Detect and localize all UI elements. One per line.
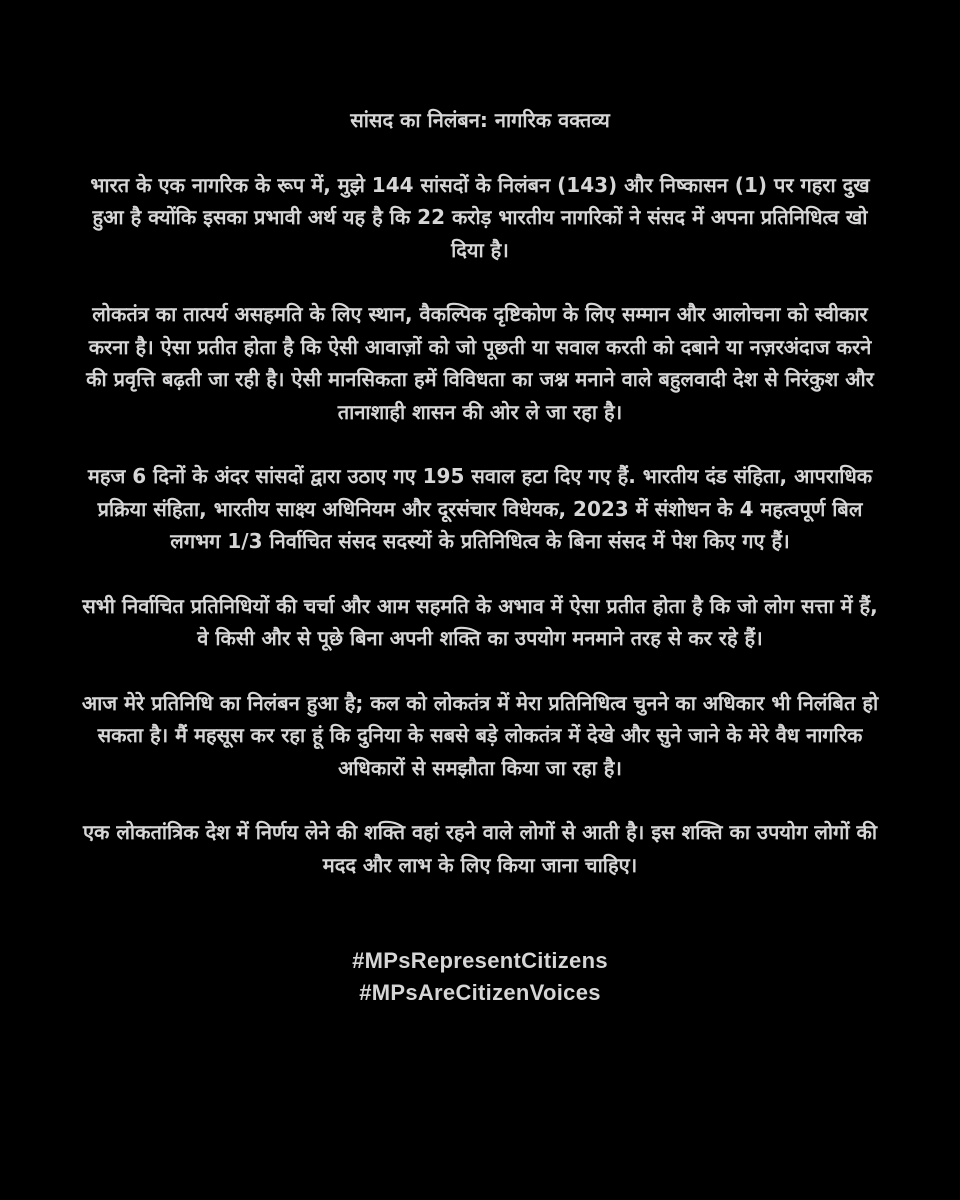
paragraph-suspension-grief: भारत के एक नागरिक के रूप में, मुझे 144 सांसदों के निलंबन (143) और निष्कासन (1) पर गहरा दुख हुआ है क्योंकि इसका प्रभावी अर्थ यह है कि 22 करोड़ भारतीय नागरिकों ने संसद में अपना प्रतिनिधित्व खो दिया है। [90, 172, 870, 262]
paragraph-power-misuse: सभी निर्वाचित प्रतिनिधियों की चर्चा और आम सहमति के अभाव में ऐसा प्रतीत होता है कि जो लोग सत्ता में हैं, वे किसी और से पूछे बिना अपनी शक्ति का उपयोग मनमाने तरह से कर रहे हैं। [82, 593, 878, 650]
hashtag-mps-represent-citizens: #MPsRepresentCitizens [352, 948, 608, 973]
hashtag-block [80, 945, 880, 1009]
hashtag-mps-are-citizen-voices: #MPsAreCitizenVoices [359, 980, 601, 1005]
statement-document [80, 104, 880, 1009]
paragraph-decision-power: एक लोकतांत्रिक देश में निर्णय लेने की शक्ति वहां रहने वाले लोगों से आती है। इस शक्ति का उपयोग लोगों की मदद और लाभ के लिए किया जाना चाहिए। [82, 820, 878, 877]
paragraph-democracy-dissent: लोकतंत्र का तात्पर्य असहमति के लिए स्थान, वैकल्पिक दृष्टिकोण के लिए सम्मान और आलोचना को स्वीकार करना है। ऐसा प्रतीत होता है कि ऐसी आवाज़ों को जो पूछती या सवाल करती को दबाने या नज़रअंदाज करने की प्रवृत्ति बढ़ती जा रही है। ऐसी मानसिकता हमें विविधता का जश्न मनाने वाले बहुलवादी देश से निरंकुश और तानाशाही शासन की ओर ले जा रहा है। [86, 302, 874, 424]
paragraph-rights-compromised: आज मेरे प्रतिनिधि का निलंबन हुआ है; कल को लोकतंत्र में मेरा प्रतिनिधित्व चुनने का अधिकार भी निलंबित हो सकता है। मैं महसूस कर रहा हूं कि दुनिया के सबसे बड़े लोकतंत्र में देखे और सुने जाने के मेरे वैध नागरिक अधिकारों से समझौता किया जा रहा है। [81, 690, 879, 780]
paragraph-questions-removed: महज 6 दिनों के अंदर सांसदों द्वारा उठाए गए 195 सवाल हटा दिए गए हैं. भारतीय दंड संहिता, आपराधिक प्रक्रिया संहिता, भारतीय साक्ष्य अधिनियम और दूरसंचार विधेयक, 2023 में संशोधन के 4 महत्वपूर्ण बिल लगभग 1/3 निर्वाचित संसद सदस्यों के प्रतिनिधित्व के बिना संसद में पेश किए गए हैं। [87, 464, 873, 553]
statement-title: सांसद का निलंबन: नागरिक वक्तव्य [350, 108, 610, 132]
